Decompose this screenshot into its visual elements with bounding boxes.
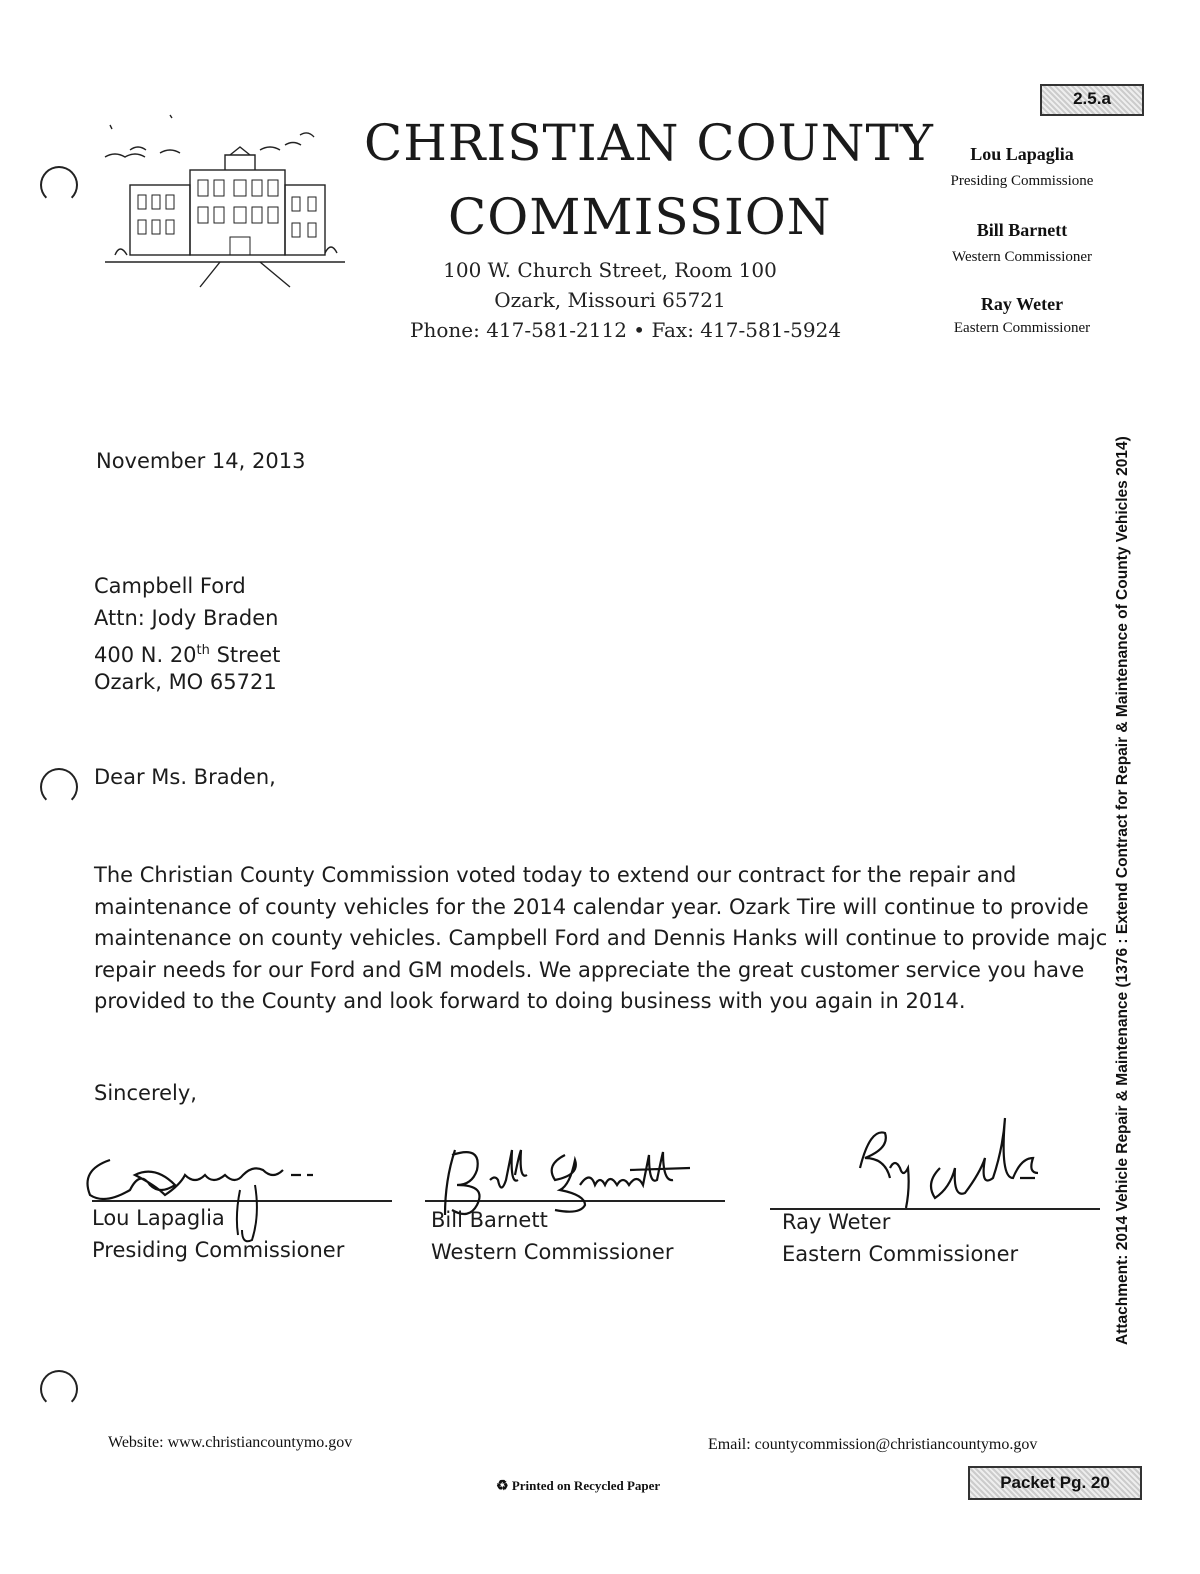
- salutation: Dear Ms. Braden,: [94, 765, 276, 789]
- binder-hole: [40, 1370, 78, 1408]
- closing: Sincerely,: [94, 1081, 197, 1105]
- signatory-title: Presiding Commissioner: [92, 1238, 345, 1262]
- recycle-icon: ♻: [496, 1479, 509, 1494]
- letterhead-address-line2: Ozark, Missouri 65721: [494, 288, 726, 312]
- letterhead-title-line1: CHRISTIAN COUNTY: [364, 114, 934, 172]
- commissioner-title: Western Commissioner: [951, 249, 1093, 265]
- signatory-title: Western Commissioner: [431, 1240, 674, 1264]
- body-line: repair needs for our Ford and GM models. We appreciate the great customer service you have: [94, 957, 1085, 982]
- street-ordinal: th: [196, 643, 210, 658]
- courthouse-illustration: [100, 105, 350, 290]
- commissioner-title: Presiding Commissione: [950, 173, 1094, 189]
- body-line: maintenance on county vehicles. Campbell Ford and Dennis Hanks will continue to provide majc: [94, 926, 1108, 950]
- recipient-company: Campbell Ford: [94, 574, 246, 598]
- recycled-label: Printed on Recycled Paper: [511, 1478, 661, 1493]
- recipient-city: Ozark, MO 65721: [94, 670, 277, 694]
- binder-hole: [40, 768, 78, 806]
- commissioner-name: Bill Barnett: [976, 220, 1068, 240]
- commissioner-name: Lou Lapaglia: [970, 144, 1074, 164]
- attachment-side-label: Attachment: 2014 Vehicle Repair & Maintenance (1376 : Extend Contract for Repair & Maintenance of County Vehicles 2014): [1114, 436, 1131, 1345]
- commissioner-title: Eastern Commissioner: [953, 320, 1091, 336]
- page-marker-badge: 2.5.a: [1040, 84, 1144, 116]
- letter-date: November 14, 2013: [96, 449, 306, 473]
- body-line: maintenance of county vehicles for the 2014 calendar year. Ozark Tire will continue to provide: [94, 894, 1089, 919]
- street-suffix: Street: [209, 643, 281, 667]
- binder-hole: [40, 166, 78, 204]
- packet-page-badge: Packet Pg. 20: [968, 1466, 1142, 1500]
- signatory-name: Lou Lapaglia: [92, 1206, 225, 1230]
- footer-website: Website: www.christiancountymo.gov: [108, 1434, 353, 1451]
- letterhead-phone-fax: Phone: 417-581-2112 • Fax: 417-581-5924: [410, 318, 842, 342]
- letter-body: [94, 860, 1108, 1018]
- letterhead-title-line2: COMMISSION: [448, 188, 832, 246]
- body-line: provided to the County and look forward to doing business with you again in 2014.: [94, 989, 966, 1013]
- street-prefix: 400 N. 20: [94, 643, 197, 667]
- recipient-attn: Attn: Jody Braden: [94, 606, 279, 630]
- commissioner-name: Ray Weter: [980, 294, 1064, 314]
- signatory-title: Eastern Commissioner: [782, 1242, 1019, 1266]
- footer-recycled: [496, 1478, 660, 1495]
- signature-lou-lapaglia: [70, 1140, 390, 1250]
- signatory-name: Ray Weter: [782, 1210, 891, 1234]
- footer-email: Email: countycommission@christiancountymo.gov: [708, 1436, 1038, 1453]
- signatory-name: Bill Barnett: [431, 1208, 548, 1232]
- body-line: The Christian County Commission voted today to extend our contract for the repair and: [94, 863, 1017, 887]
- letterhead-address-line1: 100 W. Church Street, Room 100: [443, 258, 777, 282]
